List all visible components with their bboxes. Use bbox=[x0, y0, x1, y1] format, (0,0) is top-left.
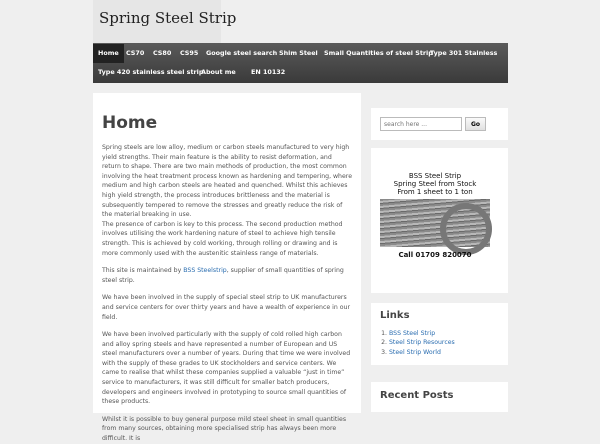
nav-item-cs80[interactable]: CS80 bbox=[153, 49, 172, 57]
links-title: Links bbox=[380, 310, 410, 321]
steel-coil-image bbox=[380, 199, 490, 247]
nav-item-cs95[interactable]: CS95 bbox=[180, 49, 199, 57]
maintained-text-end: , supplier of small quantities of spring steel strip. bbox=[102, 267, 344, 284]
list-item bbox=[389, 338, 499, 347]
nav-item-type-420[interactable]: Type 420 stainless steel strip bbox=[98, 68, 204, 76]
bss-steelstrip-link[interactable]: BSS Steelstrip bbox=[183, 267, 227, 275]
paragraph-intro: Spring steels are low alloy, medium or carbon steels manufactured to very high yield strengths. Their main feature is the ability to resist deformation, and return to shape. There are two main methods of production, the most common involving the heat treatment process known as hardening and tempering, where medium and high carbon steels are heated and quenched. Whilst this achieves high yield strength, the process introduces brittleness and the material is subsequently tempered to remove the stresses and greatly reduce the risk of the material breaking in use. bbox=[102, 144, 353, 219]
nav-item-shim-steel[interactable]: Shim Steel bbox=[279, 49, 318, 57]
paragraph-history: We have been involved particularly with the supply of cold rolled high carbon and alloy spring steels and have represented a number of European and US steel manufacturers over a number of years. During that time we were involved with the supply of these grades to UK stockholders and service centers. We came to realise that whilst these companies supplied a valuable “just in time” service to manufacturers, it was still difficult for smaller batch producers, developers and engineers involved in prototyping to source small quantities of these products. bbox=[102, 331, 351, 406]
link-bss-steel-strip[interactable]: BSS Steel Strip bbox=[389, 330, 436, 337]
recent-posts-title: Recent Posts bbox=[380, 390, 454, 401]
ad-line-quantity: From 1 sheet to 1 ton bbox=[397, 188, 473, 196]
nav-item-small-quantities[interactable]: Small Quantities of steel Strip bbox=[324, 49, 433, 57]
ad-line-company: BSS Steel Strip bbox=[408, 172, 462, 180]
nav-item-google-steel-search[interactable]: Google steel search bbox=[206, 49, 278, 57]
ad-banner[interactable] bbox=[380, 169, 490, 266]
site-title-box[interactable] bbox=[93, 0, 237, 43]
maintained-text: This site is maintained by bbox=[102, 267, 184, 275]
links-list bbox=[380, 329, 499, 357]
ad-widget bbox=[371, 148, 508, 293]
search-go-button[interactable]: Go bbox=[465, 117, 486, 131]
search-widget bbox=[371, 108, 508, 140]
recent-posts-widget bbox=[371, 382, 508, 412]
nav-item-home[interactable]: Home bbox=[93, 44, 124, 63]
paragraph-carbon: The presence of carbon is key to this process. The second production method involves utilising the work hardening nature of steel to achieve high tensile strength. This is achieved by cold working, through rolling or drawing and is more commonly used with the austenitic stainless range of materials. bbox=[102, 220, 343, 257]
ad-line-stock: Spring Steel from Stock bbox=[393, 180, 477, 188]
paragraph-maintained bbox=[102, 266, 352, 285]
site-header bbox=[93, 0, 508, 43]
paragraph-experience: We have been involved in the supply of special steel strip to UK manufacturers and service centers for over thirty years and have a wealth of experience in our field. bbox=[102, 294, 350, 321]
nav-item-en-10132[interactable]: EN 10132 bbox=[251, 68, 286, 76]
search-input[interactable] bbox=[380, 117, 462, 131]
link-steel-strip-resources[interactable]: Steel Strip Resources bbox=[389, 339, 455, 347]
list-item bbox=[389, 329, 499, 338]
link-steel-strip-world[interactable]: Steel Strip World bbox=[389, 348, 441, 356]
main-nav bbox=[93, 43, 508, 83]
main-content bbox=[93, 93, 361, 443]
nav-item-cs70[interactable]: CS70 bbox=[126, 49, 145, 57]
site-title[interactable]: Spring Steel Strip bbox=[99, 9, 237, 27]
links-widget bbox=[371, 303, 508, 365]
paragraph-mild-steel: Whilst it is possible to buy general purpose mild steel sheet in small quantities from many sources, obtaining more specialised strip has always been more difficult. It is bbox=[102, 415, 347, 443]
list-item bbox=[389, 348, 499, 357]
ad-phone: Call 01709 820070 bbox=[398, 251, 472, 259]
nav-item-about-me[interactable]: About me bbox=[201, 68, 236, 76]
nav-item-type-301[interactable]: Type 301 Stainless bbox=[430, 49, 498, 57]
page-title: Home bbox=[102, 113, 158, 133]
